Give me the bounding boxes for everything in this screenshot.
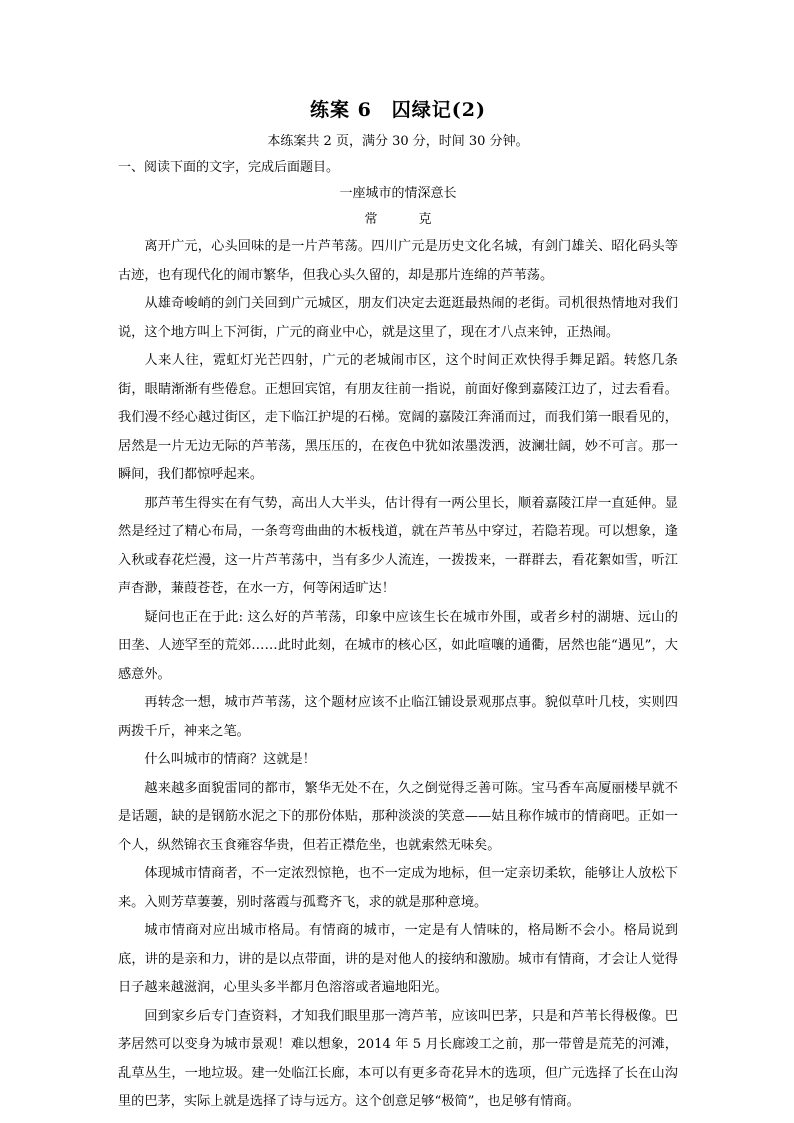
paragraph-2: 从雄奇峻峭的剑门关回到广元城区，朋友们决定去逛逛最热闹的老街。司机很热情地对我们说，这个地方叫上下河街，广元的商业中心，就是这里了，现在才八点来钟，正热闹。 (118, 296, 678, 340)
paragraph-4: 那芦苇生得实在有气势，高出人大半头，估计得有一两公里长，顺着嘉陵江岸一直延伸。显然是经过了精心布局，一条弯弯曲曲的木板栈道，就在芦苇丛中穿过，若隐若现。可以想象，逢入秋或春花烂漫，这一片芦苇荡中，当有多少人流连，一拨拨来，一群群去，看花絮如雪，听江声杳渺，蒹葭苍苍，在水一方，何等闲适旷达！ (118, 495, 678, 596)
paragraph-8: 越来越多面貌雷同的都市，繁华无处不在，久之倒觉得乏善可陈。宝马香车高厦丽楼早就不是话题，缺的是钢筋水泥之下的那份体贴，那种淡淡的笑意——姑且称作城市的情商吧。正如一个人，纵然锦衣玉食雍容华贵，但若正襟危坐，也就索然无味矣。 (118, 780, 678, 853)
paragraph-9: 体现城市情商者，不一定浓烈惊艳，也不一定成为地标，但一定亲切柔软，能够让人放松下来。入则芳草萋萋，别时落霞与孤鹜齐飞，求的就是那种意境。 (118, 866, 678, 910)
paragraph-7: 什么叫城市的情商？这就是！ (144, 752, 316, 767)
paragraph-6: 再转念一想，城市芦苇荡，这个题材应该不止临江铺设景观那点事。貌似草叶几枝，实则四两拨千斤，神来之笔。 (118, 695, 678, 739)
paragraph-5: 疑问也正在于此: 这么好的芦苇荡，印象中应该生长在城市外围，或者乡村的湖塘、远山的田垄、人迹罕至的荒郊……此时此刻，在城市的核心区，如此喧嚷的通衢，居然也能“遇见”，大感意外。 (118, 609, 678, 682)
article-title: 一座城市的情深意长 (339, 186, 457, 201)
page-title: 练案 6 囚绿记(2) (309, 99, 487, 121)
article-author: 常 克 (364, 212, 446, 227)
section-instruction: 一、阅读下面的文字，完成后面题目。 (118, 160, 340, 175)
paragraph-1: 离开广元，心头回味的是一片芦苇荡。四川广元是历史文化名城，有剑门雄关、昭化码头等古迹，也有现代化的闹市繁华，但我心头久留的，却是那片连绵的芦苇荡。 (118, 239, 678, 283)
paragraph-3: 人来人往，霓虹灯光芒四射，广元的老城闹市区，这个时间正欢快得手舞足蹈。转悠几条街，眼睛渐渐有些倦怠。正想回宾馆，有朋友往前一指说，前面好像到嘉陵江边了，过去看看。我们漫不经心越过街区，走下临江护堤的石梯。宽阔的嘉陵江奔涌而过，而我们第一眼看见的，居然是一片无边无际的芦苇荡，黑压压的，在夜色中犹如浓墨泼洒，波澜壮阔，妙不可言。那一瞬间，我们都惊呼起来。 (118, 353, 678, 482)
page-content (118, 95, 678, 1117)
paragraph-10: 城市情商对应出城市格局。有情商的城市，一定是有人情味的，格局断不会小。格局说到底，讲的是亲和力，讲的是以点带面，讲的是对他人的接纳和激励。城市有情商，才会让人觉得日子越来越滋润，心里头多半都月色溶溶或者遍地阳光。 (118, 923, 678, 995)
paragraph-11: 回到家乡后专门查资料，才知我们眼里那一湾芦苇，应该叫巴茅，只是和芦苇长得极像。巴茅居然可以变身为城市景观！难以想象，2014 年 5 月长廊竣工之前，那一带曾是荒芜的河滩，乱草丛生，一地垃圾。建一处临江长廊，本可以有更多奇花异木的选项，但广元选择了长在山沟里的巴茅，实际上就是选择了诗与远方。这个创意足够“极简”，也足够有情商。 (118, 1008, 678, 1109)
exercise-meta: 本练案共 2 页，满分 30 分，时间 30 分钟。 (267, 134, 529, 149)
